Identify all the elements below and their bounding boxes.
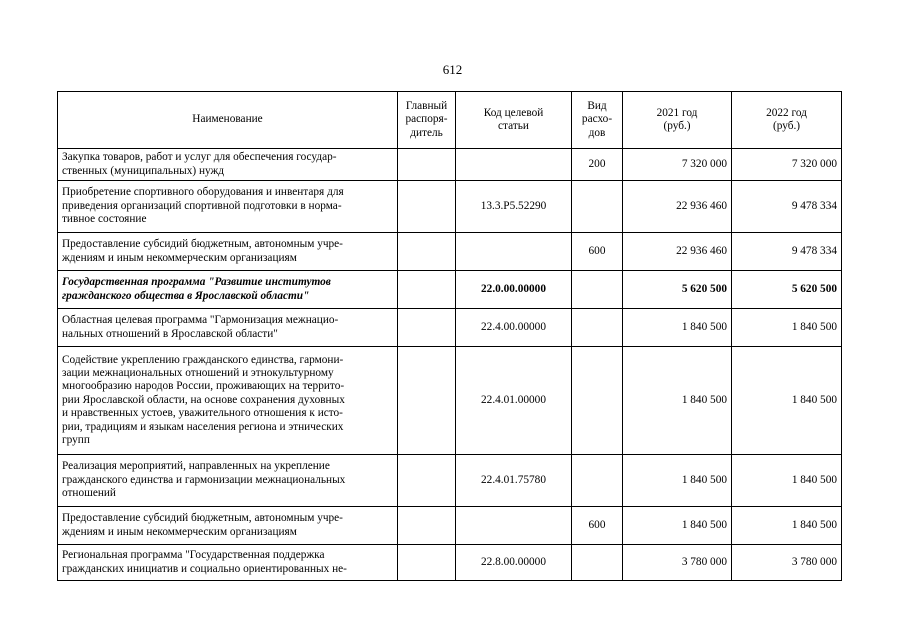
cell-2021: 3 780 000 — [623, 545, 732, 581]
cell-kind — [572, 181, 623, 233]
table-row — [58, 309, 842, 347]
cell-2021: 1 840 500 — [623, 309, 732, 347]
cell-code: 22.4.01.00000 — [456, 347, 572, 455]
cell-name: Реализация мероприятий, направленных на укрепление гражданского единства и гармонизации межнациональных отношений — [58, 455, 398, 507]
header-2021: 2021 год (руб.) — [623, 92, 732, 149]
cell-code: 22.8.00.00000 — [456, 545, 572, 581]
table-body — [58, 149, 842, 581]
cell-kind — [572, 545, 623, 581]
table-row — [58, 545, 842, 581]
cell-kind — [572, 347, 623, 455]
cell-admin — [398, 507, 456, 545]
cell-kind — [572, 309, 623, 347]
table-header-row — [58, 92, 842, 149]
table-row — [58, 271, 842, 309]
cell-code: 22.4.00.00000 — [456, 309, 572, 347]
cell-code: 13.3.P5.52290 — [456, 181, 572, 233]
cell-name: Предоставление субсидий бюджетным, автономным учре- ждениям и иным некоммерческим организациям — [58, 507, 398, 545]
cell-kind — [572, 455, 623, 507]
cell-code: 22.4.01.75780 — [456, 455, 572, 507]
cell-kind — [572, 271, 623, 309]
cell-name: Государственная программа "Развитие институтов гражданского общества в Ярославской области" — [58, 271, 398, 309]
cell-admin — [398, 233, 456, 271]
table-row — [58, 507, 842, 545]
cell-name: Содействие укреплению гражданского единства, гармони- зации межнациональных отношений и этнокультурному многообразию народов России, проживающих на террито- рии Ярославской области, на основе сохранения духовных и нравственных устоев, уважительного отношения к исто- рии, традициям и языкам населения региона и этнических групп — [58, 347, 398, 455]
cell-2021: 5 620 500 — [623, 271, 732, 309]
cell-name: Региональная программа "Государственная поддержка гражданских инициатив и социально ориентированных не- — [58, 545, 398, 581]
cell-2021: 22 936 460 — [623, 181, 732, 233]
cell-name: Закупка товаров, работ и услуг для обеспечения государ- ственных (муниципальных) нужд — [58, 149, 398, 181]
cell-2022: 7 320 000 — [732, 149, 842, 181]
table-row — [58, 181, 842, 233]
cell-2021: 1 840 500 — [623, 507, 732, 545]
cell-2021: 1 840 500 — [623, 347, 732, 455]
cell-2021: 1 840 500 — [623, 455, 732, 507]
page-number: 612 — [442, 62, 463, 77]
cell-admin — [398, 455, 456, 507]
cell-2022: 5 620 500 — [732, 271, 842, 309]
cell-2022: 1 840 500 — [732, 455, 842, 507]
table-row — [58, 347, 842, 455]
cell-admin — [398, 347, 456, 455]
cell-2022: 1 840 500 — [732, 309, 842, 347]
cell-code — [456, 149, 572, 181]
cell-kind: 600 — [572, 507, 623, 545]
cell-admin — [398, 271, 456, 309]
cell-admin — [398, 309, 456, 347]
header-code: Код целевой статьи — [456, 92, 572, 149]
table-row — [58, 233, 842, 271]
cell-2022: 9 478 334 — [732, 181, 842, 233]
header-2022: 2022 год (руб.) — [732, 92, 842, 149]
cell-kind: 600 — [572, 233, 623, 271]
cell-2022: 1 840 500 — [732, 347, 842, 455]
cell-2021: 22 936 460 — [623, 233, 732, 271]
table-row — [58, 149, 842, 181]
cell-2022: 1 840 500 — [732, 507, 842, 545]
header-name: Наименование — [58, 92, 398, 149]
cell-2022: 9 478 334 — [732, 233, 842, 271]
cell-code — [456, 233, 572, 271]
header-admin: Главный распоря- дитель — [398, 92, 456, 149]
cell-name: Предоставление субсидий бюджетным, автономным учре- ждениям и иным некоммерческим организациям — [58, 233, 398, 271]
cell-2022: 3 780 000 — [732, 545, 842, 581]
budget-table — [57, 91, 842, 581]
cell-admin — [398, 545, 456, 581]
header-kind: Вид расхо- дов — [572, 92, 623, 149]
cell-name: Приобретение спортивного оборудования и инвентаря для приведения организаций спортивной подготовки в норма- тивное состояние — [58, 181, 398, 233]
cell-code: 22.0.00.00000 — [456, 271, 572, 309]
table-row — [58, 455, 842, 507]
cell-name: Областная целевая программа "Гармонизация межнацио- нальных отношений в Ярославской области" — [58, 309, 398, 347]
cell-admin — [398, 149, 456, 181]
cell-admin — [398, 181, 456, 233]
cell-code — [456, 507, 572, 545]
cell-2021: 7 320 000 — [623, 149, 732, 181]
cell-kind: 200 — [572, 149, 623, 181]
